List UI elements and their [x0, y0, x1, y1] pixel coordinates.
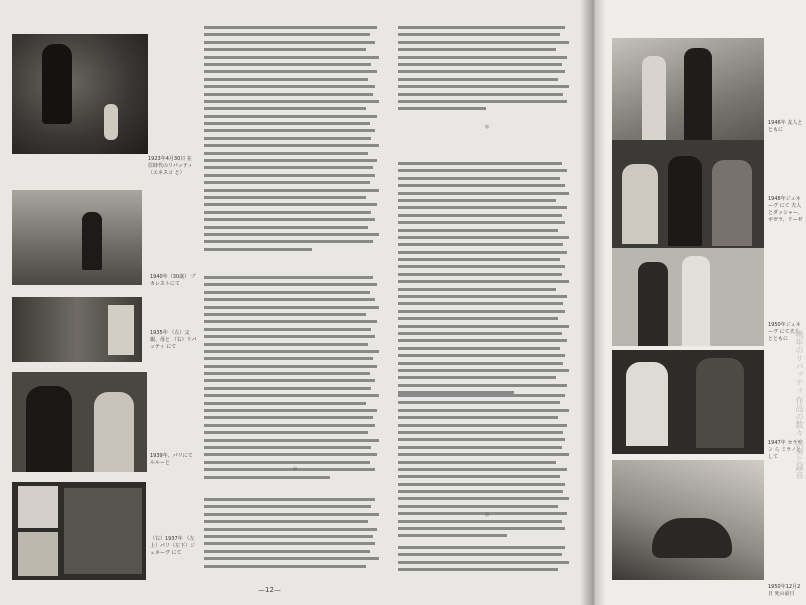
photo-portraits [12, 482, 146, 580]
section-mark-3: ＊ [484, 512, 491, 519]
text-column-1 [204, 24, 384, 579]
section-mark-2: ＊ [484, 124, 491, 131]
photo-family [12, 297, 142, 362]
photo-enescu-child [12, 34, 148, 154]
caption-8: 1950年ジュネーヴ にて夫人とともに [768, 322, 801, 342]
caption-7: 1948年ジュネーヴ にて 夫人とダッシャー、 ギゼラ、リーゼ [768, 196, 803, 223]
edge-page-text: 晩年のリパッティ 作品の数々 演奏と録音 [795, 330, 804, 480]
photo-friends [612, 38, 764, 156]
caption-1: 1923年4月30日 在住時代のリパッティ（エネスコ と） [148, 156, 193, 176]
caption-9: 1947年 カラヤン ら ミラノとして [768, 440, 803, 460]
page-number: —12— [258, 586, 281, 594]
photo-final-day [612, 460, 764, 580]
caption-10: 1950年12月2日 死の前日 [768, 584, 801, 597]
caption-5: （右）1937年 （左上）パリ（左下）ジェネーヴ にて [150, 536, 196, 556]
book-gutter [580, 0, 606, 605]
caption-6: 1946年 友人とともに [768, 120, 803, 133]
right-page [592, 0, 806, 605]
section-mark-1: ＊ [292, 466, 299, 473]
text-column-2 [398, 24, 574, 579]
photo-garden [12, 190, 142, 285]
photo-karajan [612, 350, 764, 454]
caption-3: 1935年 （左）父親、母と （右）リパッティ にて [150, 330, 197, 350]
photo-paris-duo [12, 372, 147, 472]
photo-geneva-group [612, 140, 764, 252]
photo-wife [612, 248, 764, 346]
caption-4: 1939年、パリにて ルルーと [150, 453, 193, 466]
caption-2: 1940年（30歳） ブカレストにて [150, 274, 196, 287]
